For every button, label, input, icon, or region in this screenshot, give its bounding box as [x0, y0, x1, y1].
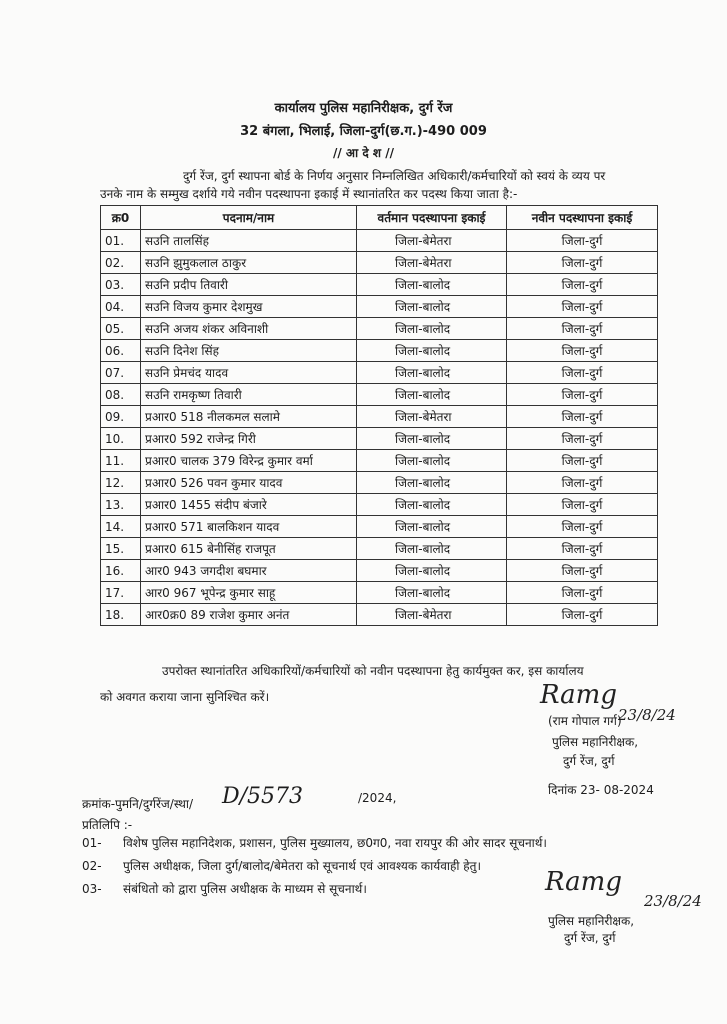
cell-new-posting: जिला-दुर्ग [507, 604, 658, 626]
cell-new-posting: जिला-दुर्ग [507, 450, 658, 472]
signature-scribble-1: Ramg [540, 680, 617, 710]
copy-item-no-2: 02- [82, 859, 102, 873]
cell-current-posting: जिला-बालोद [357, 494, 507, 516]
copy-item-text-1: विशेष पुलिस महानिदेशक, प्रशासन, पुलिस मुख्यालय, छ0ग0, नवा रायपुर की ओर सादर सूचनार्थ। [123, 836, 547, 850]
cell-serial: 07. [101, 362, 141, 384]
copy-item-no-3: 03- [82, 882, 102, 896]
copy-item-text-2: पुलिस अधीक्षक, जिला दुर्ग/बालोद/बेमेतरा को सूचनार्थ एवं आवश्यक कार्यवाही हेतु। [123, 859, 482, 873]
cell-name: प्रआर0 526 पवन कुमार यादव [141, 472, 357, 494]
cell-serial: 14. [101, 516, 141, 538]
cell-new-posting: जिला-दुर्ग [507, 472, 658, 494]
cell-serial: 02. [101, 252, 141, 274]
table-row [101, 494, 658, 516]
cell-name: प्रआर0 571 बालकिशन यादव [141, 516, 357, 538]
cell-new-posting: जिला-दुर्ग [507, 494, 658, 516]
cell-name: सउनि दिनेश सिंह [141, 340, 357, 362]
table-row [101, 230, 658, 252]
table-row [101, 296, 658, 318]
office-title: कार्यालय पुलिस महानिरीक्षक, दुर्ग रेंज [274, 101, 453, 116]
cell-serial: 13. [101, 494, 141, 516]
cell-current-posting: जिला-बेमेतरा [357, 252, 507, 274]
col-header-serial: क्र0 [101, 206, 141, 230]
order-heading: // आ दे श // [332, 146, 395, 160]
cell-serial: 08. [101, 384, 141, 406]
table-row [101, 472, 658, 494]
cell-name: प्रआर0 592 राजेन्द्र गिरी [141, 428, 357, 450]
cell-new-posting: जिला-दुर्ग [507, 318, 658, 340]
signatory-title: पुलिस महानिरीक्षक, [552, 735, 639, 749]
table-row [101, 318, 658, 340]
signature-date-2: 23/8/24 [644, 892, 702, 910]
table-row [101, 516, 658, 538]
cell-serial: 01. [101, 230, 141, 252]
cell-current-posting: जिला-बालोद [357, 428, 507, 450]
cell-new-posting: जिला-दुर्ग [507, 428, 658, 450]
table-row [101, 274, 658, 296]
cell-name: सउनि अजय शंकर अविनाशी [141, 318, 357, 340]
cell-serial: 05. [101, 318, 141, 340]
cell-serial: 10. [101, 428, 141, 450]
table-header-row [101, 206, 658, 230]
col-header-current-posting: वर्तमान पदस्थापना इकाई [357, 206, 507, 230]
cell-current-posting: जिला-बालोद [357, 582, 507, 604]
cell-current-posting: जिला-बालोद [357, 296, 507, 318]
table-row [101, 362, 658, 384]
reference-year: /2024, [358, 791, 397, 805]
cell-name: आर0 943 जगदीश बघमार [141, 560, 357, 582]
table-row [101, 252, 658, 274]
cell-current-posting: जिला-बालोद [357, 538, 507, 560]
cell-serial: 06. [101, 340, 141, 362]
cell-new-posting: जिला-दुर्ग [507, 582, 658, 604]
cell-new-posting: जिला-दुर्ग [507, 538, 658, 560]
cell-new-posting: जिला-दुर्ग [507, 384, 658, 406]
cell-serial: 03. [101, 274, 141, 296]
cell-current-posting: जिला-बालोद [357, 472, 507, 494]
copy-item-no-1: 01- [82, 836, 102, 850]
cell-name: आर0 967 भूपेन्द्र कुमार साहू [141, 582, 357, 604]
copy-item-text-3: संबंधितो को द्वारा पुलिस अधीक्षक के माध्यम से सूचनार्थ। [123, 882, 367, 896]
cell-current-posting: जिला-बालोद [357, 516, 507, 538]
table-row [101, 604, 658, 626]
signatory-name: (राम गोपाल गर्ग) [548, 714, 622, 728]
cell-name: प्रआर0 1455 संदीप बंजारे [141, 494, 357, 516]
table-row [101, 340, 658, 362]
cell-new-posting: जिला-दुर्ग [507, 252, 658, 274]
transfer-table [100, 205, 658, 626]
table-row [101, 582, 658, 604]
cell-serial: 04. [101, 296, 141, 318]
cell-new-posting: जिला-दुर्ग [507, 362, 658, 384]
cell-current-posting: जिला-बालोद [357, 318, 507, 340]
table-row [101, 538, 658, 560]
cell-current-posting: जिला-बेमेतरा [357, 604, 507, 626]
cell-current-posting: जिला-बालोद [357, 384, 507, 406]
cell-current-posting: जिला-बालोद [357, 274, 507, 296]
relief-line-1: उपरोक्त स्थानांतरित अधिकारियों/कर्मचारियों को नवीन पदस्थापना हेतु कार्यमुक्त कर, इस कार्यालय [162, 664, 584, 678]
office-address: 32 बंगला, भिलाई, जिला-दुर्ग(छ.ग.)-490 009 [240, 124, 487, 139]
cell-serial: 12. [101, 472, 141, 494]
cell-name: सउनि विजय कुमार देशमुख [141, 296, 357, 318]
cell-serial: 17. [101, 582, 141, 604]
relief-line-2: को अवगत कराया जाना सुनिश्चित करें। [100, 690, 270, 704]
signatory-title-2: पुलिस महानिरीक्षक, [548, 914, 635, 928]
cell-current-posting: जिला-बेमेतरा [357, 230, 507, 252]
cell-serial: 11. [101, 450, 141, 472]
col-header-new-posting: नवीन पदस्थापना इकाई [507, 206, 658, 230]
cell-new-posting: जिला-दुर्ग [507, 274, 658, 296]
cell-name: प्रआर0 चालक 379 विरेन्द्र कुमार वर्मा [141, 450, 357, 472]
cell-new-posting: जिला-दुर्ग [507, 340, 658, 362]
signature-scribble-2: Ramg [545, 867, 622, 897]
cell-new-posting: जिला-दुर्ग [507, 230, 658, 252]
reference-number: D/5573 [222, 784, 304, 809]
cell-name: सउनि तालसिंह [141, 230, 357, 252]
intro-line-2: उनके नाम के सम्मुख दर्शाये गये नवीन पदस्थापना इकाई में स्थानांतरित कर पदस्थ किया जाता है:- [100, 187, 518, 201]
signatory-place: दुर्ग रेंज, दुर्ग [563, 754, 615, 768]
table-row [101, 560, 658, 582]
cell-new-posting: जिला-दुर्ग [507, 406, 658, 428]
cell-serial: 09. [101, 406, 141, 428]
cell-new-posting: जिला-दुर्ग [507, 560, 658, 582]
table-row [101, 384, 658, 406]
cell-new-posting: जिला-दुर्ग [507, 296, 658, 318]
table-row [101, 450, 658, 472]
reference-prefix: क्रमांक-पुमनि/दुर्गरेंज/स्था/ [82, 797, 194, 811]
cell-name: सउनि प्रेमचंद यादव [141, 362, 357, 384]
copy-label: प्रतिलिपि :- [82, 818, 133, 832]
cell-current-posting: जिला-बालोद [357, 450, 507, 472]
cell-name: सउनि झुमुकलाल ठाकुर [141, 252, 357, 274]
cell-serial: 16. [101, 560, 141, 582]
cell-name: सउनि रामकृष्ण तिवारी [141, 384, 357, 406]
table-row [101, 406, 658, 428]
cell-name: प्रआर0 615 बेनीसिंह राजपूत [141, 538, 357, 560]
order-date: दिनांक 23- 08-2024 [548, 783, 654, 797]
cell-current-posting: जिला-बालोद [357, 340, 507, 362]
signatory-place-2: दुर्ग रेंज, दुर्ग [564, 931, 616, 945]
cell-current-posting: जिला-बालोद [357, 560, 507, 582]
signature-date-1: 23/8/24 [618, 706, 676, 724]
table-row [101, 428, 658, 450]
cell-name: सउनि प्रदीप तिवारी [141, 274, 357, 296]
cell-serial: 18. [101, 604, 141, 626]
cell-current-posting: जिला-बेमेतरा [357, 406, 507, 428]
cell-name: आर0क्र0 89 राजेश कुमार अनंत [141, 604, 357, 626]
col-header-name: पदनाम/नाम [141, 206, 357, 230]
cell-new-posting: जिला-दुर्ग [507, 516, 658, 538]
cell-name: प्रआर0 518 नीलकमल सलामे [141, 406, 357, 428]
cell-serial: 15. [101, 538, 141, 560]
cell-current-posting: जिला-बालोद [357, 362, 507, 384]
intro-line-1: दुर्ग रेंज, दुर्ग स्थापना बोर्ड के निर्णय अनुसार निम्नलिखित अधिकारी/कर्मचारियों को स्वयं के व्यय पर [183, 169, 606, 183]
